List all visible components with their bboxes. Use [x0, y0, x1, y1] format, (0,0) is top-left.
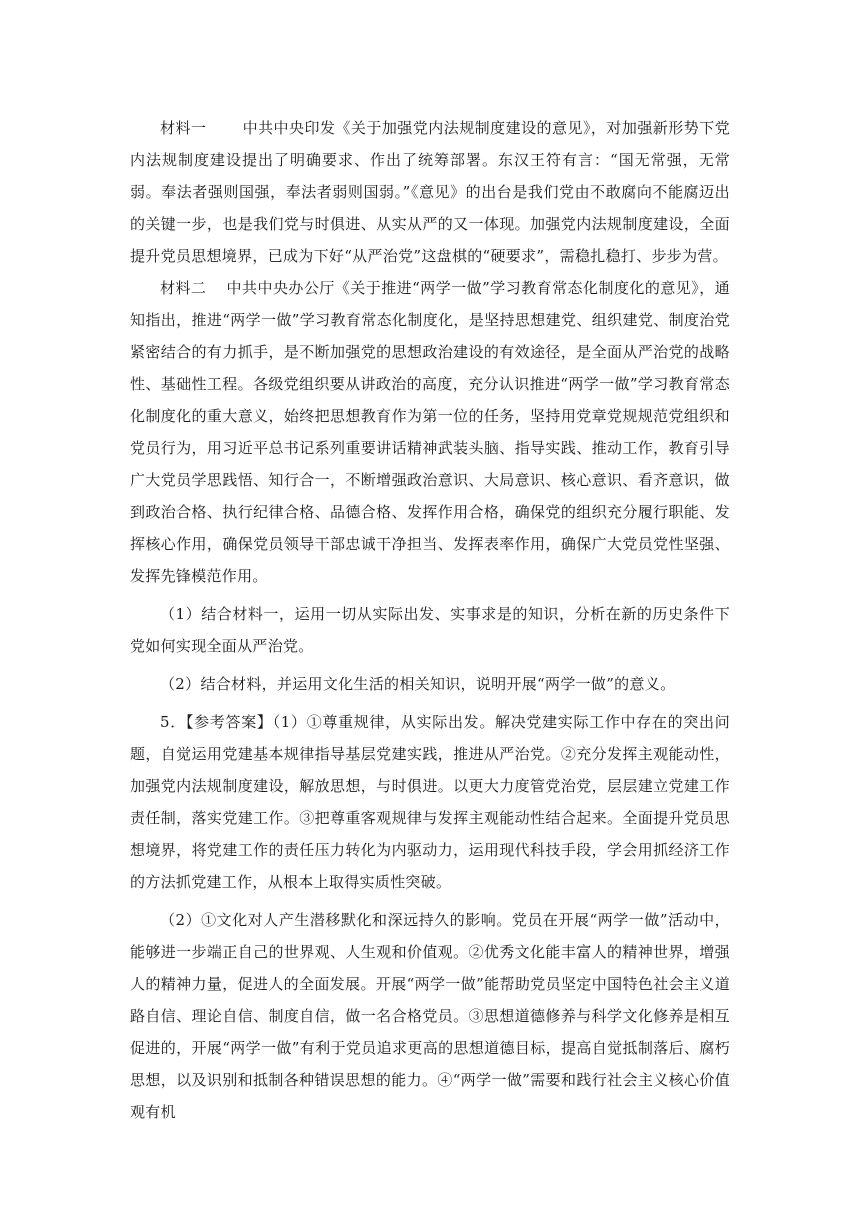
question-2: （2）结合材料，并运用文化生活的相关知识，说明开展“两学一做”的意义。	[160, 675, 676, 693]
question-1: （1）结合材料一，运用一切从实际出发、实事求是的知识，分析在新的历史条件下党如何实现全面从严治党。	[130, 605, 730, 655]
answer-part-1: （1）①尊重规律，从实际出发。解决党建实际工作中存在的突出问题，自觉运用党建基本规律指导基层党建实践，推进从严治党。②充分发挥主观能动性，加强党内法规制度建设，解放思想，与时俱进。以更大力度管党治党，层层建立党建工作责任制，落实党建工作。③把尊重客观规律与发挥主观能动性结合起来。全面提升党员思想境界，将党建工作的责任压力转化为内驱动力，运用现代科技手段，学会用抓经济工作的方法抓党建工作，从根本上取得实质性突破。	[130, 713, 731, 891]
material-1-paragraph	[130, 112, 730, 272]
material-2-label: 材料二	[160, 279, 207, 297]
material-2-paragraph	[130, 272, 730, 592]
answer-paragraph-1	[130, 706, 730, 898]
document-page	[130, 112, 730, 1128]
material-2-text: 中共中央办公厅《关于推进“两学一做”学习教育常态化制度化的意见》，通知指出，推进“两学一做”学习教育常态化制度化，是坚持思想建党、组织建党、制度治党紧密结合的有力抓手，是不断加强党的思想政治建设的有效途径，是全面从严治党的战略性、基础性工程。各级党组织要从讲政治的高度，充分认识推进“两学一做”学习教育常态化制度化的重大意义，始终把思想教育作为第一位的任务，坚持用党章党规规范党组织和党员行为，用习近平总书记系列重要讲话精神武装头脑、指导实践、推动工作，教育引导广大党员学思践悟、知行合一，不断增强政治意识、大局意识、核心意识、看齐意识，做到政治合格、执行纪律合格、品德合格、发挥作用合格，确保党的组织充分履行职能、发挥核心作用，确保党员领导干部忠诚干净担当、发挥表率作用，确保广大党员党性坚强、发挥先锋模范作用。	[130, 279, 730, 585]
answer-paragraph-2: （2）①文化对人产生潜移默化和深远持久的影响。党员在开展“两学一做”活动中，能够进一步端正自己的世界观、人生观和价值观。②优秀文化能丰富人的精神世界，增强人的精神力量，促进人的全面发展。开展“两学一做”能帮助党员坚定中国特色社会主义道路自信、理论自信、制度自信，做一名合格党员。③思想道德修养与科学文化修养是相互促进的，开展“两学一做”有利于党员追求更高的思想道德目标，提高自觉抵制落后、腐朽思想，以及识别和抵制各种错误思想的能力。④“两学一做”需要和践行社会主义核心价值观有机	[130, 911, 730, 1121]
material-1-text: 中共中央印发《关于加强党内法规制度建设的意见》，对加强新形势下党内法规制度建设提出了明确要求、作出了统筹部署。东汉王符有言：“国无常强，无常弱。奉法者强则国强，奉法者弱则国弱。”《意见》的出台是我们党由不敢腐向不能腐迈出的关键一步，也是我们党与时俱进、从实从严的又一体现。加强党内法规制度建设，全面提升党员思想境界，已成为下好“从严治党”这盘棋的“硬要求”，需稳扎稳打、步步为营。	[130, 119, 730, 265]
material-1-label: 材料一	[160, 119, 207, 137]
answer-heading: 5．【参考答案】	[160, 713, 273, 731]
